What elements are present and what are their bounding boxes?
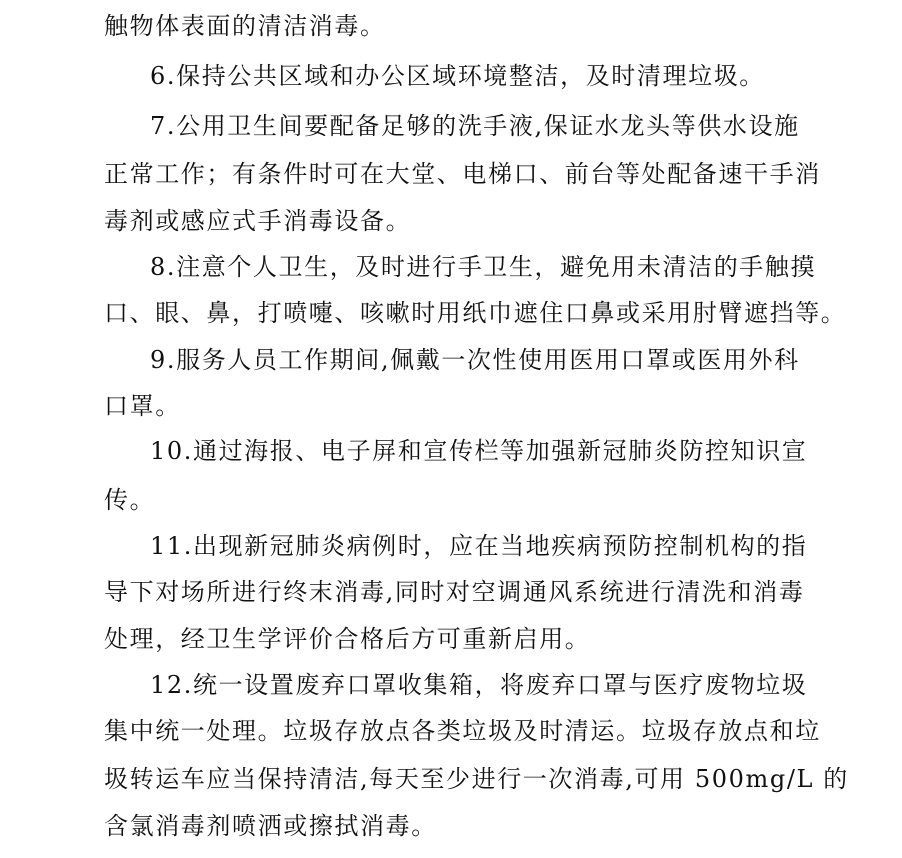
item-6-line-1: 6.保持公共区域和办公区域环境整洁，及时清理垃圾。: [150, 62, 765, 90]
item-12-line-1: 12.统一设置废弃口罩收集箱，将废弃口罩与医疗废物垃圾: [150, 671, 808, 699]
item-7-line-2: 正常工作；有条件时可在大堂、电梯口、前台等处配备速干手消: [104, 160, 821, 188]
item-7-line-3: 毒剂或感应式手消毒设备。: [104, 207, 412, 235]
item-9-line-2: 口罩。: [104, 392, 181, 420]
item-11-line-1: 11.出现新冠肺炎病例时，应在当地疾病预防控制机构的指: [150, 532, 808, 560]
item-9-line-1: 9.服务人员工作期间,佩戴一次性使用医用口罩或医用外科: [150, 346, 800, 374]
item-12-line-4: 含氯消毒剂喷洒或擦拭消毒。: [104, 812, 437, 840]
item-10-line-2: 传。: [104, 486, 156, 514]
item-8-line-2: 口、眼、鼻，打喷嚏、咳嗽时用纸巾遮住口鼻或采用肘臂遮挡等。: [104, 299, 847, 327]
item-11-line-2: 导下对场所进行终末消毒,同时对空调通风系统进行清洗和消毒: [104, 578, 805, 606]
item-10-line-1: 10.通过海报、电子屏和宣传栏等加强新冠肺炎防控知识宣: [150, 437, 808, 465]
item-11-line-3: 处理，经卫生学评价合格后方可重新启用。: [104, 625, 591, 653]
text-line-1: 触物体表面的清洁消毒。: [104, 12, 386, 40]
item-12-line-3: 圾转运车应当保持清洁,每天至少进行一次消毒,可用 500mg/L 的: [104, 765, 849, 793]
item-12-line-2: 集中统一处理。垃圾存放点各类垃圾及时清运。垃圾存放点和垃: [104, 717, 821, 745]
item-8-line-1: 8.注意个人卫生，及时进行手卫生，避免用未清洁的手触摸: [150, 253, 817, 281]
item-7-line-1: 7.公用卫生间要配备足够的洗手液,保证水龙头等供水设施: [150, 112, 800, 140]
